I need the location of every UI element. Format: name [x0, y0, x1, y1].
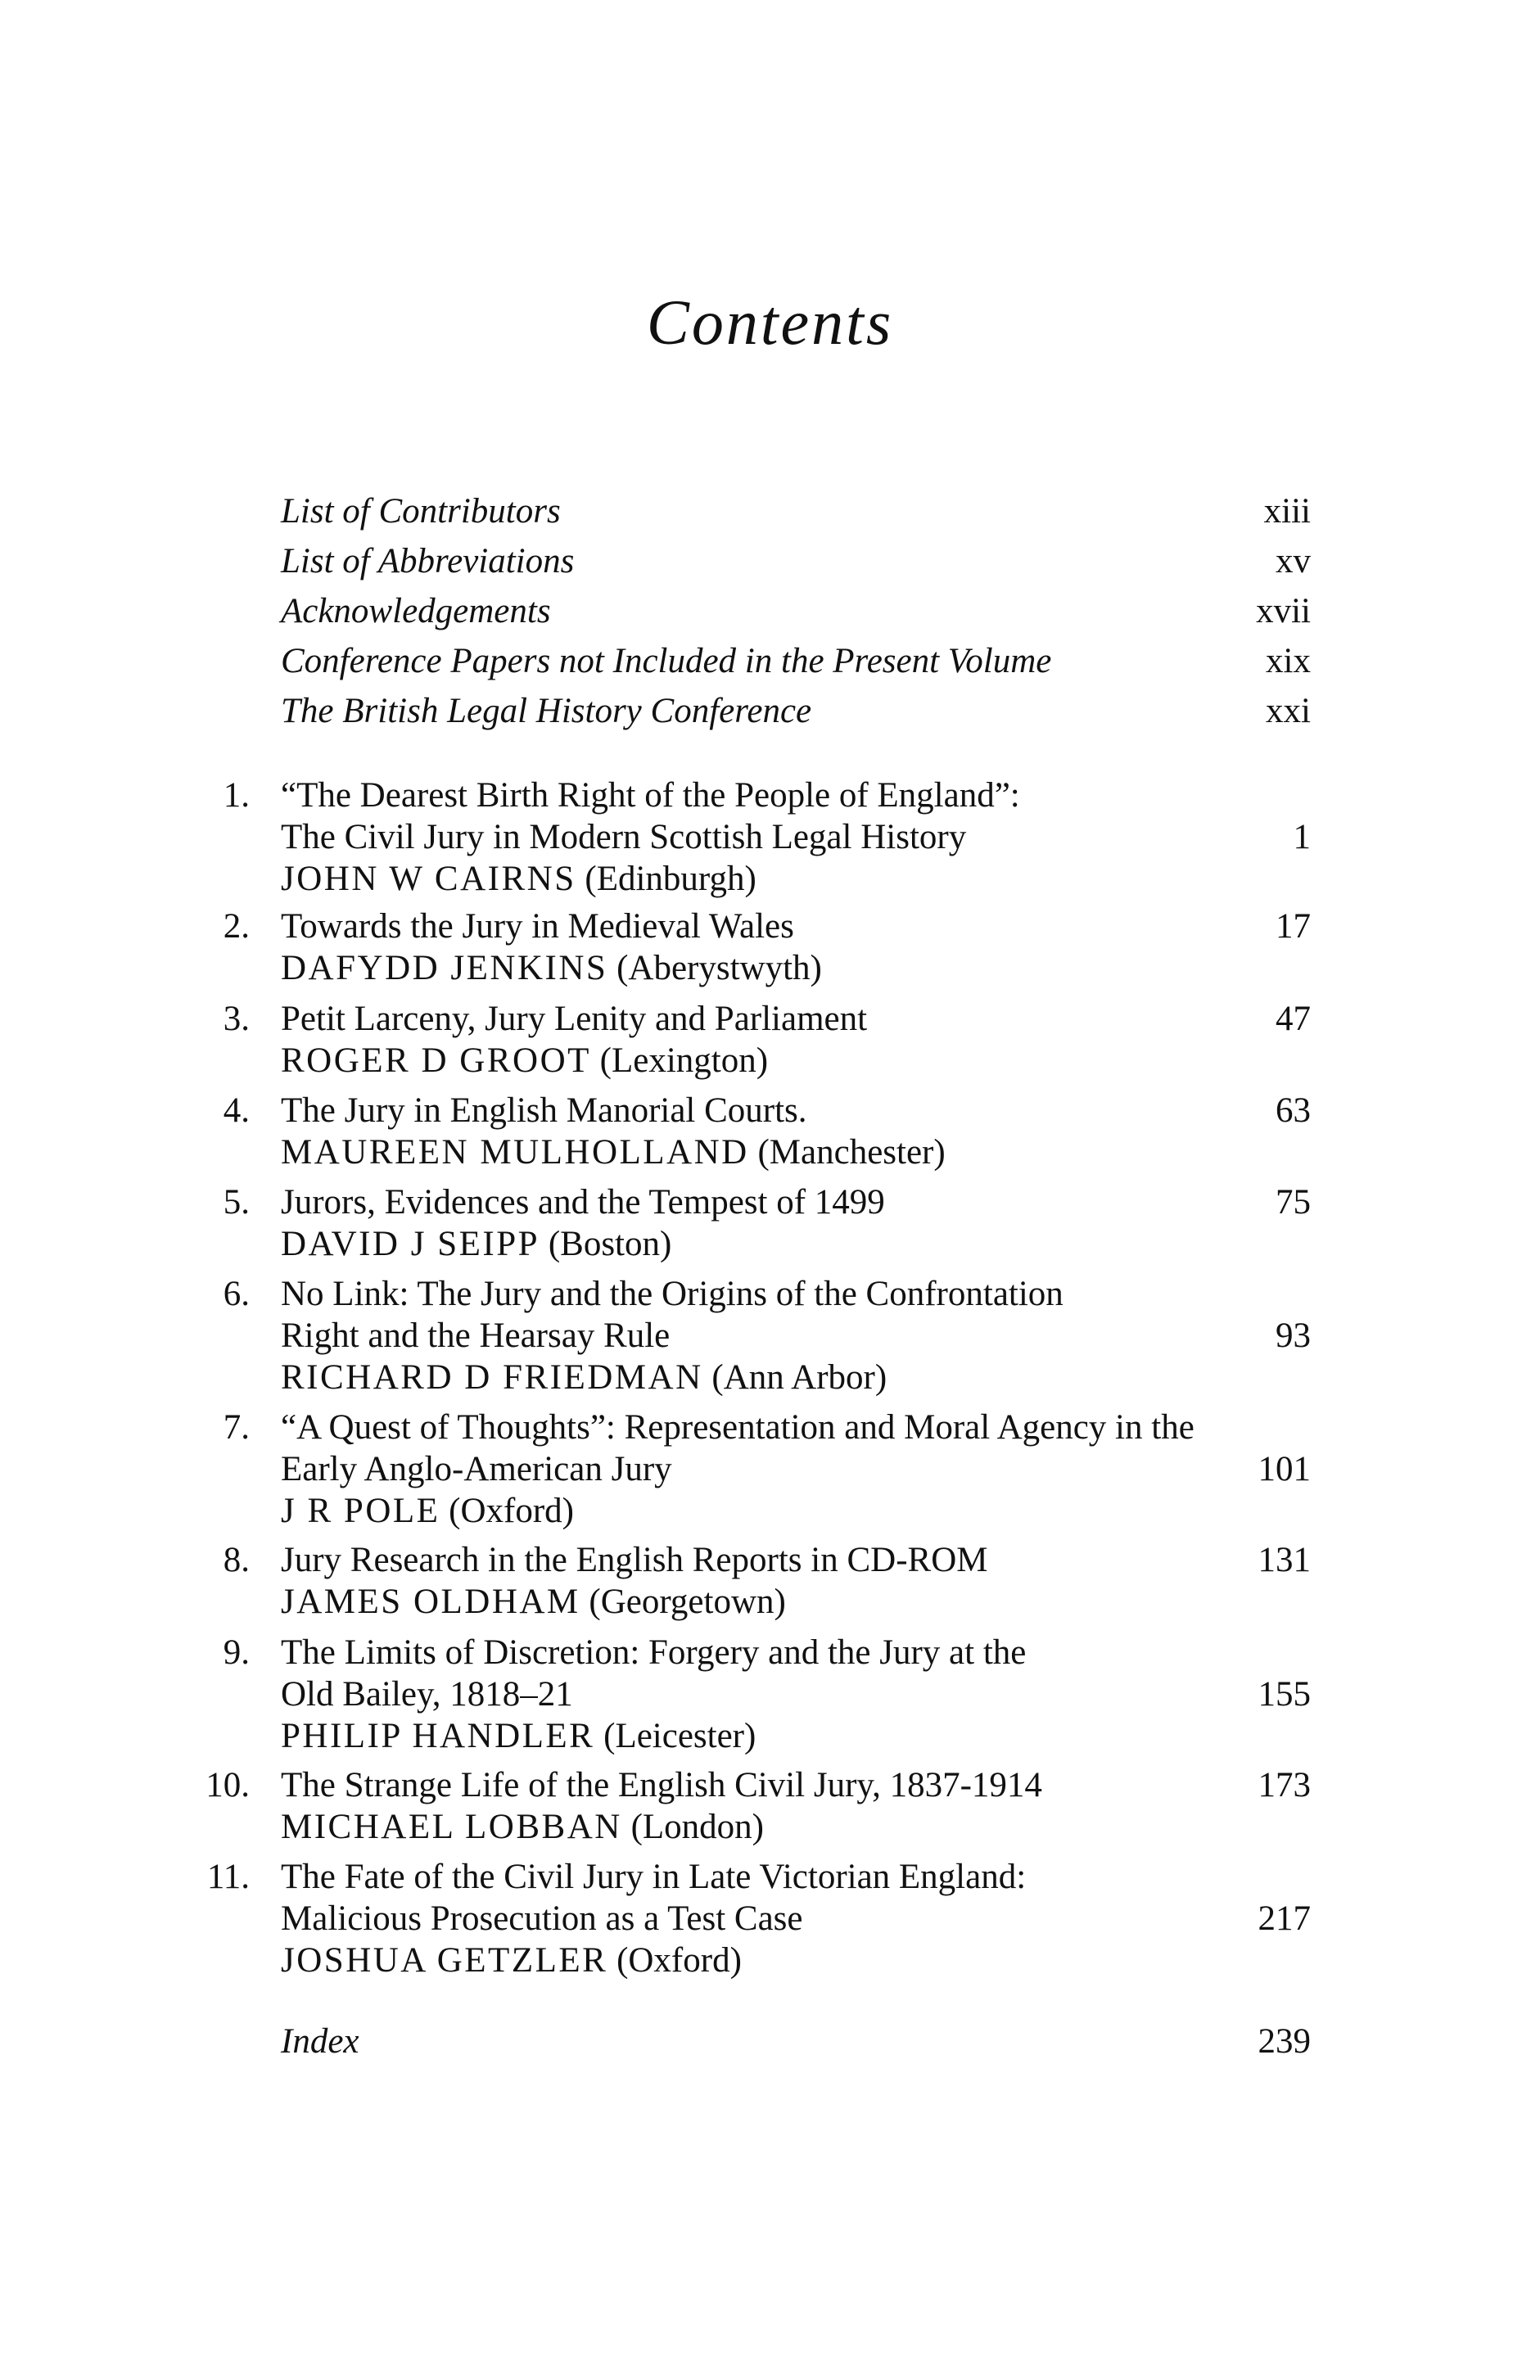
toc-chapter-1-line	[0, 816, 1540, 859]
chapter-number: 3.	[223, 1000, 250, 1038]
chapter-affiliation: (Aberystwyth)	[616, 949, 822, 987]
chapter-number: 4.	[223, 1091, 250, 1130]
toc-chapter-6[interactable]	[0, 1273, 1540, 1316]
toc-page-number: 217	[1258, 1899, 1311, 1938]
chapter-title-line: Malicious Prosecution as a Test Case	[281, 1899, 803, 1938]
chapter-affiliation: (Manchester)	[757, 1133, 946, 1172]
chapter-title-line: The Fate of the Civil Jury in Late Victorian England:	[281, 1858, 1027, 1896]
toc-page-number: 47	[1276, 1000, 1311, 1038]
chapter-affiliation: (Edinburgh)	[585, 860, 756, 898]
chapter-author: MAUREEN MULHOLLAND	[281, 1133, 749, 1172]
toc-page-number: 17	[1276, 907, 1311, 946]
chapter-title-line: Right and the Hearsay Rule	[281, 1316, 671, 1355]
chapter-author: DAVID J SEIPP	[281, 1225, 540, 1263]
chapter-author-line	[0, 1806, 1540, 1849]
toc-chapter-1[interactable]	[0, 775, 1540, 817]
chapter-affiliation: (London)	[630, 1808, 764, 1846]
toc-entry-label: List of Contributors	[281, 492, 561, 531]
chapter-author: PHILIP HANDLER	[281, 1717, 595, 1755]
chapter-author: J R POLE	[281, 1492, 440, 1530]
chapter-affiliation: (Georgetown)	[589, 1583, 786, 1621]
chapter-title-line: The Limits of Discretion: Forgery and the Jury at the	[281, 1633, 1027, 1672]
chapter-title-line: Early Anglo-American Jury	[281, 1450, 672, 1488]
toc-chapter-6-line	[0, 1315, 1540, 1357]
toc-index-entry[interactable]	[0, 2021, 1540, 2063]
chapter-number: 5.	[223, 1183, 250, 1222]
toc-front-entry[interactable]	[0, 640, 1540, 683]
chapter-author: RICHARD D FRIEDMAN	[281, 1358, 703, 1397]
toc-front-entry[interactable]	[0, 540, 1540, 583]
toc-chapter-9[interactable]	[0, 1632, 1540, 1674]
toc-page-number: 75	[1276, 1183, 1311, 1222]
chapter-affiliation: (Lexington)	[599, 1041, 769, 1080]
chapter-author: JAMES OLDHAM	[281, 1583, 580, 1621]
chapter-title-line: Jurors, Evidences and the Tempest of 1499	[281, 1183, 885, 1222]
chapter-number: 9.	[223, 1633, 250, 1672]
toc-page-number: xv	[1276, 542, 1311, 580]
toc-page-number: xxi	[1266, 692, 1311, 730]
toc-chapter-4[interactable]	[0, 1090, 1540, 1132]
chapter-author-line	[0, 1940, 1540, 1982]
toc-chapter-7-line	[0, 1448, 1540, 1491]
chapter-number: 2.	[223, 907, 250, 946]
toc-chapter-11[interactable]	[0, 1856, 1540, 1899]
chapter-author-line	[0, 1357, 1540, 1399]
chapter-affiliation: (Oxford)	[449, 1492, 575, 1530]
chapter-author: JOSHUA GETZLER	[281, 1941, 608, 1980]
toc-entry-label: Conference Papers not Included in the Present Volume	[281, 642, 1052, 680]
chapter-author: MICHAEL LOBBAN	[281, 1808, 622, 1846]
toc-chapter-8[interactable]	[0, 1539, 1540, 1582]
chapter-author-line	[0, 947, 1540, 990]
chapter-number: 6.	[223, 1275, 250, 1313]
chapter-title-line: Towards the Jury in Medieval Wales	[281, 907, 794, 946]
toc-page-number: 173	[1258, 1766, 1311, 1804]
page-title: Contents	[646, 287, 894, 358]
chapter-author: DAFYDD JENKINS	[281, 949, 608, 987]
chapter-author-line	[0, 1715, 1540, 1758]
toc-entry-label: The British Legal History Conference	[281, 692, 812, 730]
chapter-author-line	[0, 858, 1540, 901]
toc-front-entry[interactable]	[0, 590, 1540, 633]
toc-page-number: 63	[1276, 1091, 1311, 1130]
chapter-affiliation: (Boston)	[548, 1225, 672, 1263]
toc-chapter-10[interactable]	[0, 1764, 1540, 1807]
chapter-title-line: Petit Larceny, Jury Lenity and Parliament	[281, 1000, 868, 1038]
toc-page-number: xvii	[1256, 592, 1311, 630]
chapter-title-line: The Civil Jury in Modern Scottish Legal History	[281, 818, 967, 856]
toc-chapter-5[interactable]	[0, 1181, 1540, 1224]
toc-page-number: 1	[1293, 818, 1311, 856]
chapter-author-line	[0, 1223, 1540, 1266]
chapter-author: ROGER D GROOT	[281, 1041, 591, 1080]
toc-entry-label: Acknowledgements	[281, 592, 551, 630]
toc-page-number: xiii	[1263, 492, 1311, 531]
chapter-author-line	[0, 1490, 1540, 1533]
chapter-author-line	[0, 1040, 1540, 1082]
toc-chapter-2[interactable]	[0, 905, 1540, 948]
chapter-number: 11.	[206, 1858, 250, 1896]
toc-page-number: 101	[1258, 1450, 1311, 1488]
toc-front-entry[interactable]	[0, 690, 1540, 733]
chapter-title-line: “The Dearest Birth Right of the People of England”:	[281, 776, 1020, 815]
toc-page-number: xix	[1266, 642, 1311, 680]
chapter-title-line: “A Quest of Thoughts”: Representation and Moral Agency in the	[281, 1408, 1195, 1447]
chapter-author-line	[0, 1131, 1540, 1174]
toc-chapter-9-line	[0, 1673, 1540, 1716]
chapter-number: 7.	[223, 1408, 250, 1447]
chapter-title-line: The Strange Life of the English Civil Jury, 1837-1914	[281, 1766, 1042, 1804]
chapter-affiliation: (Ann Arbor)	[711, 1358, 887, 1397]
toc-page-number: 131	[1258, 1541, 1311, 1579]
chapter-title-line: Old Bailey, 1818–21	[281, 1675, 573, 1714]
chapter-number: 1.	[223, 776, 250, 815]
chapter-number: 10.	[205, 1766, 250, 1804]
toc-page-number: 239	[1258, 2022, 1311, 2061]
chapter-affiliation: (Oxford)	[616, 1941, 742, 1980]
chapter-affiliation: (Leicester)	[603, 1717, 756, 1755]
toc-chapter-11-line	[0, 1898, 1540, 1940]
toc-entry-label: Index	[281, 2022, 359, 2061]
toc-front-entry[interactable]	[0, 490, 1540, 533]
toc-chapter-3[interactable]	[0, 998, 1540, 1041]
toc-chapter-7[interactable]	[0, 1407, 1540, 1449]
chapter-number: 8.	[223, 1541, 250, 1579]
chapter-title-line: No Link: The Jury and the Origins of the Confrontation	[281, 1275, 1064, 1313]
toc-page-number: 93	[1276, 1316, 1311, 1355]
chapter-author-line	[0, 1581, 1540, 1624]
chapter-title-line: Jury Research in the English Reports in CD-ROM	[281, 1541, 988, 1579]
chapter-author: JOHN W CAIRNS	[281, 860, 576, 898]
toc-page-number: 155	[1258, 1675, 1311, 1714]
toc-entry-label: List of Abbreviations	[281, 542, 575, 580]
chapter-title-line: The Jury in English Manorial Courts.	[281, 1091, 807, 1130]
